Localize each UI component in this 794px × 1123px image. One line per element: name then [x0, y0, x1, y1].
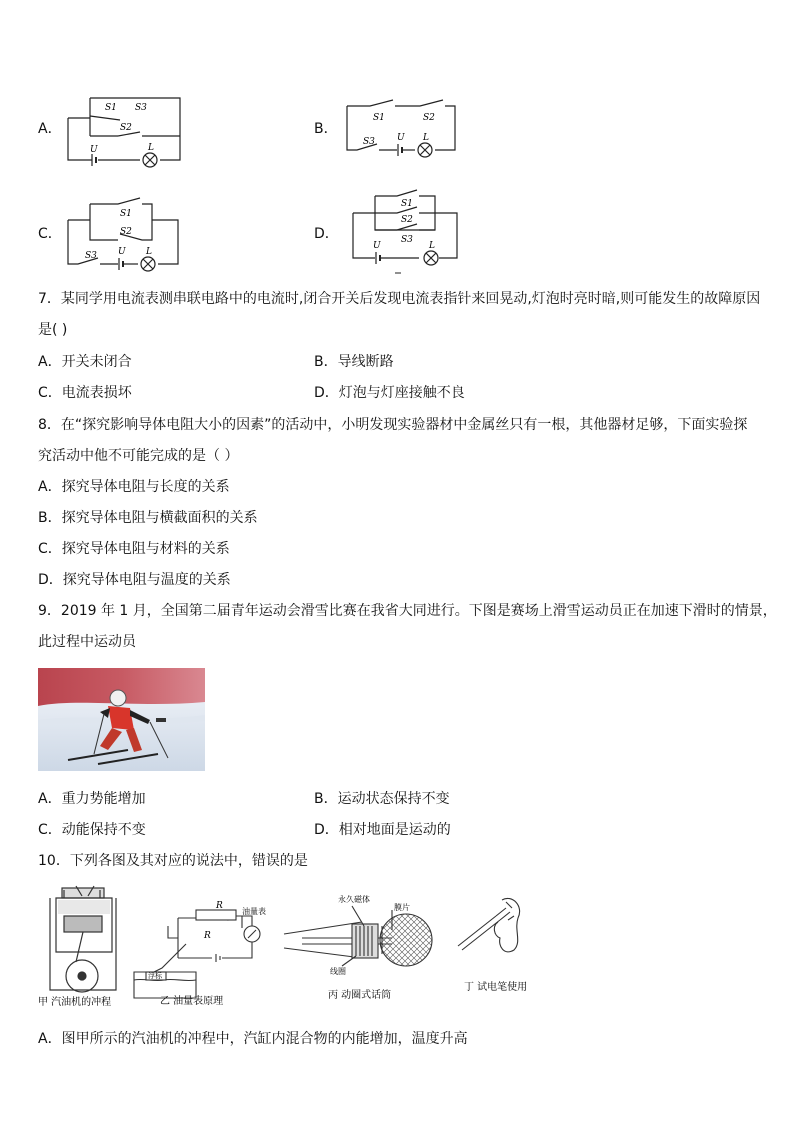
caption-jia: 甲 汽油机的冲程 — [38, 997, 112, 1008]
question-7-option-c: C．电流表损坏 — [38, 385, 132, 401]
label-coil: 线圈 — [330, 967, 346, 976]
caption-ding: 丁 试电笔使用 — [464, 982, 528, 993]
option-d-label: D． — [314, 226, 339, 242]
resistor-label-r2: R — [204, 931, 211, 941]
switch-label-s1: S1 — [401, 199, 413, 209]
question-7-stem-line-1: 7．某同学用电流表测串联电路中的电流时,闭合开关后发现电流表指针来回晃动,灯泡时亮时暗,则可能发生的故障原因 — [38, 291, 761, 307]
label-oil-gauge: 油量表 — [242, 907, 266, 916]
source-label-u: U — [90, 145, 98, 155]
lamp-label-l: L — [423, 133, 429, 143]
question-7-stem-line-2: 是( ) — [38, 322, 68, 338]
switch-label-s2: S2 — [120, 227, 132, 237]
question-9-option-c: C．动能保持不变 — [38, 822, 146, 838]
switch-label-s2: S2 — [401, 215, 413, 225]
question-8-option-b: B．探究导体电阻与横截面积的关系 — [38, 510, 258, 526]
question-10-stem: 10．下列各图及其对应的说法中，错误的是 — [38, 853, 308, 869]
switch-label-s2: S2 — [423, 113, 435, 123]
caption-yi: 乙 油量表原理 — [160, 996, 224, 1007]
circuit-diagram-b — [335, 92, 465, 162]
caption-bing: 丙 动圈式话筒 — [328, 990, 392, 1001]
figure-bing-microphone — [282, 886, 442, 1004]
circuit-diagram-d — [335, 186, 465, 278]
switch-label-s3: S3 — [363, 137, 375, 147]
switch-label-s1: S1 — [373, 113, 385, 123]
label-float: 浮标 — [148, 972, 162, 980]
question-9-option-d: D．相对地面是运动的 — [314, 822, 451, 838]
label-membrane: 膜片 — [394, 903, 410, 912]
switch-label-s1: S1 — [120, 209, 132, 219]
switch-label-s3: S3 — [401, 235, 413, 245]
question-8-stem-line-2: 究活动中他不可能完成的是（ ） — [38, 448, 239, 464]
circuit-diagram-a — [60, 88, 190, 168]
switch-label-s2: S2 — [120, 123, 132, 133]
question-8-option-a: A．探究导体电阻与长度的关系 — [38, 479, 230, 495]
question-9-option-b: B．运动状态保持不变 — [314, 791, 450, 807]
question-8-option-c: C．探究导体电阻与材料的关系 — [38, 541, 230, 557]
option-b-label: B． — [314, 121, 338, 137]
question-8-option-d: D．探究导体电阻与温度的关系 — [38, 572, 231, 588]
question-9-stem-line-2: 此过程中运动员 — [38, 634, 136, 650]
switch-label-s1: S1 — [105, 103, 117, 113]
question-7-option-a: A．开关未闭合 — [38, 354, 132, 370]
option-a-label: A． — [38, 121, 62, 137]
lamp-label-l: L — [429, 241, 435, 251]
label-permanent-magnet: 永久磁体 — [338, 895, 370, 904]
skier-photo — [38, 668, 205, 771]
lamp-label-l: L — [148, 143, 154, 153]
question-9-option-a: A．重力势能增加 — [38, 791, 146, 807]
question-10-option-a: A．图甲所示的汽油机的冲程中，汽缸内混合物的内能增加，温度升高 — [38, 1031, 468, 1047]
switch-label-s3: S3 — [135, 103, 147, 113]
question-7-option-b: B．导线断路 — [314, 354, 394, 370]
lamp-label-l: L — [146, 247, 152, 257]
figure-ding-test-pen — [448, 886, 548, 998]
switch-label-s3: S3 — [85, 251, 97, 261]
question-8-stem-line-1: 8．在“探究影响导体电阻大小的因素”的活动中，小明发现实验器材中金属丝只有一根，其他器材足够，下面实验探 — [38, 417, 748, 433]
source-label-u: U — [397, 133, 405, 143]
resistor-label-r: R — [216, 901, 223, 911]
question-7-option-d: D．灯泡与灯座接触不良 — [314, 385, 465, 401]
option-c-label: C． — [38, 226, 62, 242]
question-9-stem-line-1: 9．2019 年 1 月，全国第二届青年运动会滑雪比赛在我省大同进行。下图是赛场上滑雪运动员正在加速下滑时的情景， — [38, 603, 777, 619]
circuit-diagram-c — [60, 192, 190, 274]
figure-yi-oil-gauge — [132, 898, 282, 1010]
figure-jia-engine — [36, 882, 136, 1010]
source-label-u: U — [373, 241, 381, 251]
source-label-u: U — [118, 247, 126, 257]
